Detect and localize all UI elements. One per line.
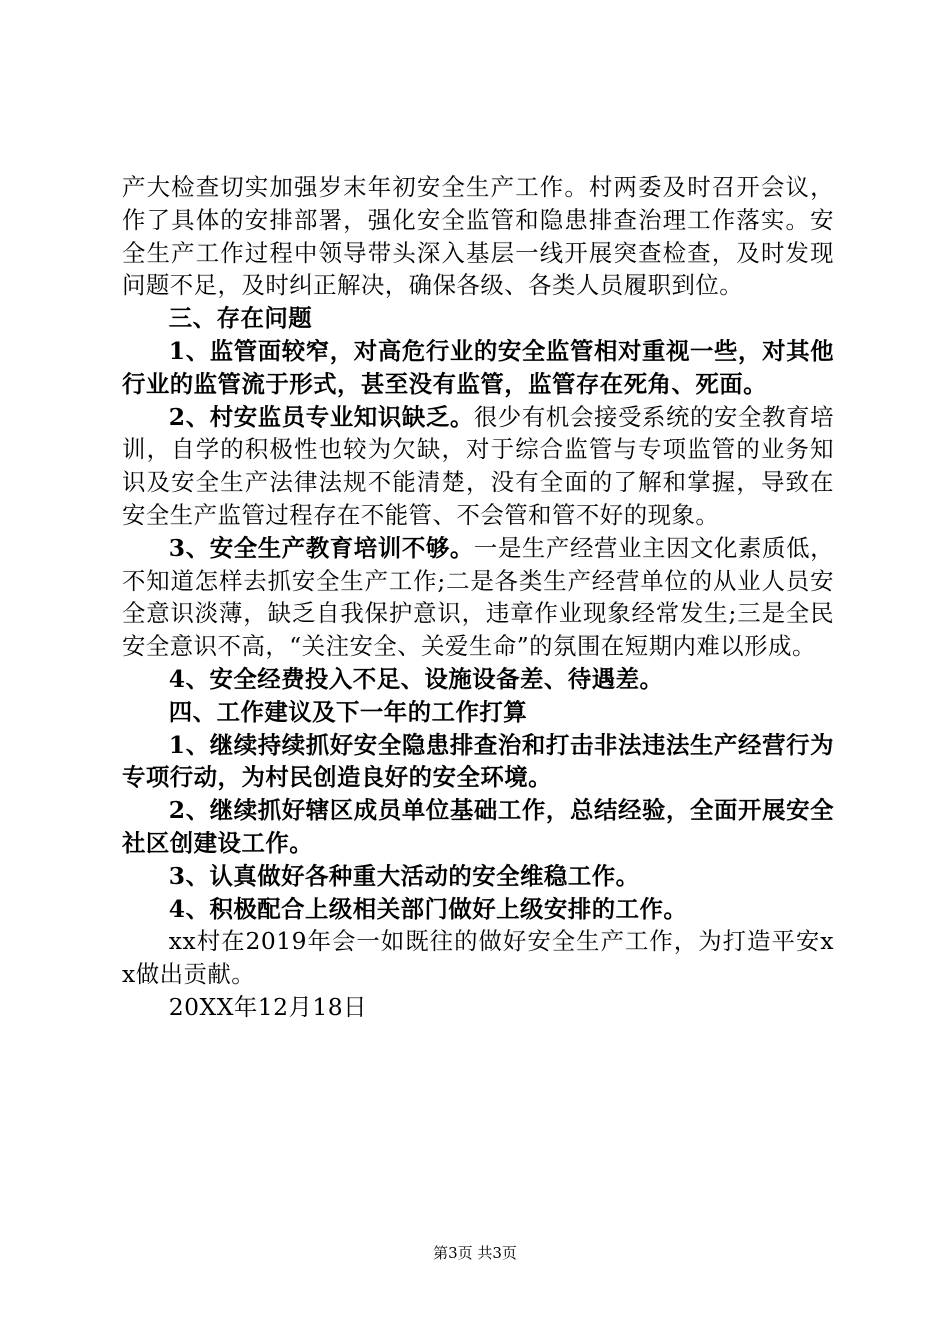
date-text: 20XX年12月18日 [168,992,368,1021]
page-number-label: 第3页 共3页 [433,1244,517,1262]
document-date [122,991,834,1024]
section-heading-suggestions [122,696,834,729]
suggestion-item-3 [122,860,834,893]
section-heading-problems [122,302,834,335]
item-lead: 4、积极配合上级相关部门做好上级安排的工作。 [168,894,688,923]
item-lead: 3、安全生产教育培训不够。 [168,533,474,562]
page-footer [0,1243,950,1263]
item-lead: 1、继续持续抓好安全隐患排查治和打击非法违法生产经营行为专项行动，为村民创造良好的安全环境。 [122,730,834,792]
suggestion-item-4 [122,893,834,926]
paragraph-text: xx村在2019年会一如既往的做好安全生产工作，为打造平安xx做出贡献。 [122,927,834,989]
item-lead: 3、认真做好各种重大活动的安全维稳工作。 [168,861,640,890]
document-body [122,171,834,1024]
heading-text: 三、存在问题 [168,304,313,333]
problem-item-1 [122,335,834,401]
item-lead: 2、继续抓好辖区成员单位基础工作，总结经验，全面开展安全社区创建设工作。 [122,796,834,857]
item-text: 很少有机会接受系统的安全教育培训，自学的积极性也较为欠缺，对于综合监管与专项监管的业务知识及安全生产法律法规不能清楚，没有全面的了解和掌握，导致在安全生产监管过程存在不能管、不会管和管不好的现象。 [122,402,834,529]
item-lead: 1、监管面较窄，对高危行业的安全监管相对重视一些，对其他行业的监管流于形式，甚至没有监管，监管存在死角、死面。 [122,336,834,398]
item-lead: 4、安全经费投入不足、设施设备差、待遇差。 [168,664,664,693]
paragraph-text: 产大检查切实加强岁末年初安全生产工作。村两委及时召开会议，作了具体的安排部署，强化安全监管和隐患排查治理工作落实。安全生产工作过程中领导带头深入基层一线开展突查检查，及时发现问题不足，及时纠正解决，确保各级、各类人员履职到位。 [122,173,834,300]
suggestion-item-1 [122,729,834,795]
suggestion-item-2 [122,794,834,860]
paragraph-continuation [122,171,834,302]
heading-text: 四、工作建议及下一年的工作打算 [168,697,528,726]
problem-item-2 [122,401,834,532]
closing-paragraph [122,925,834,991]
item-lead: 2、村安监员专业知识缺乏。 [168,402,474,431]
problem-item-4 [122,663,834,696]
item-text: 一是生产经营业主因文化素质低，不知道怎样去抓安全生产工作;二是各类生产经营单位的从业人员安全意识淡薄，缺乏自我保护意识，违章作业现象经常发生;三是全民安全意识不高，“关注安全、关爱生命”的氛围在短期内难以形成。 [122,533,834,661]
problem-item-3 [122,532,834,663]
